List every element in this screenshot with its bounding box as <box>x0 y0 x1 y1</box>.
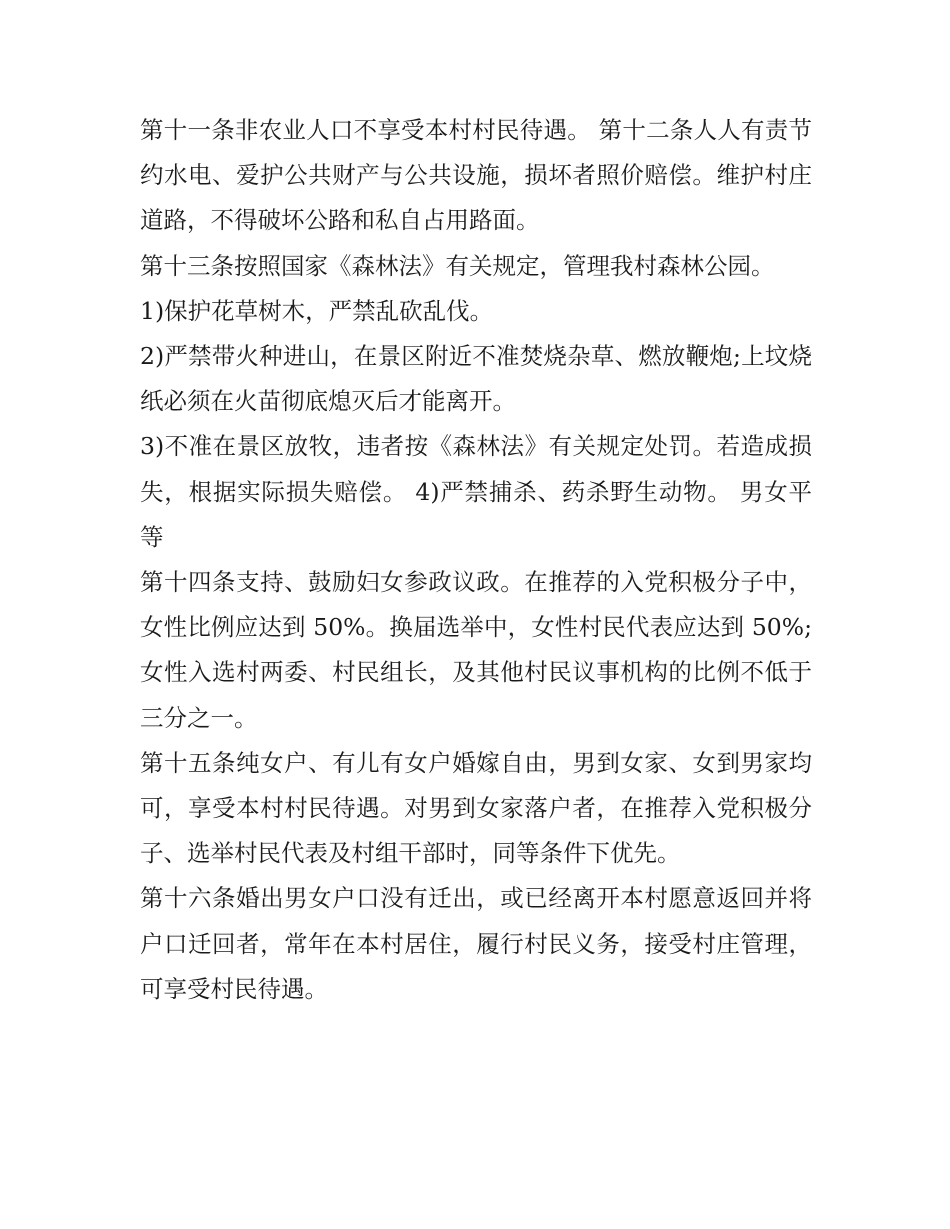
paragraph-article-15: 第十五条纯女户、有儿有女户婚嫁自由，男到女家、女到男家均可，享受本村村民待遇。对男到女家落户者，在推荐入党积极分子、选举村民代表及村组干部时，同等条件下优先。 <box>140 748 812 868</box>
paragraph-article-11-12: 第十一条非农业人口不享受本村村民待遇。 第十二条人人有责节约水电、爱护公共财产与公共设施，损坏者照价赔偿。维护村庄道路，不得破坏公路和私自占用路面。 <box>140 116 812 235</box>
paragraph-item-2: 2)严禁带火种进山，在景区附近不准焚烧杂草、燃放鞭炮;上坟烧纸必须在火苗彻底熄灭后才能离开。 <box>140 342 812 416</box>
paragraph-article-16: 第十六条婚出男女户口没有迁出，或已经离开本村愿意返回并将户口迁回者，常年在本村居住，履行村民义务，接受村庄管理，可享受村民待遇。 <box>140 884 812 1003</box>
paragraph-item-1: 1)保护花草树木，严禁乱砍乱伐。 <box>140 296 494 325</box>
paragraph-article-13: 第十三条按照国家《森林法》有关规定，管理我村森林公园。 <box>140 251 775 280</box>
document-body <box>140 108 812 1012</box>
paragraph-item-3-4: 3)不准在景区放牧，违者按《森林法》有关规定处罚。若造成损失，根据实际损失赔偿。 4)严禁捕杀、药杀野生动物。 男女平等 <box>140 432 812 551</box>
paragraph-article-14: 第十四条支持、鼓励妇女参政议政。在推荐的入党积极分子中，女性比例应达到 50%。换届选举中，女性村民代表应达到 50%;女性入选村两委、村民组长，及其他村民议事机构的比例不低于三分之一。 <box>140 568 812 732</box>
